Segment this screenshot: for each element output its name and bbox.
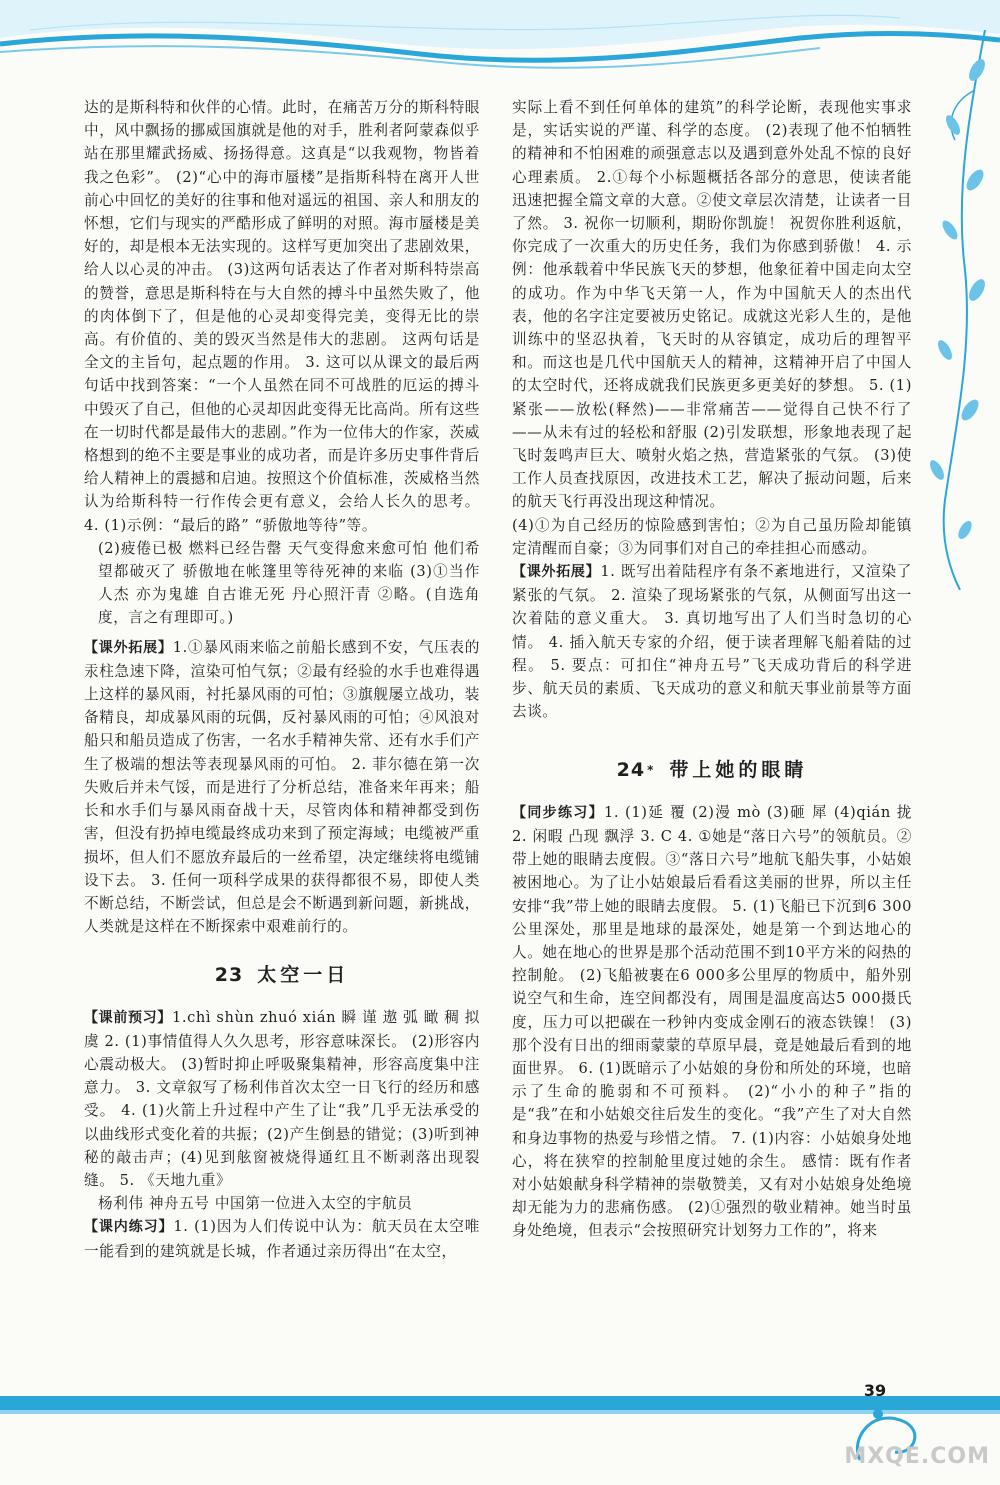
lesson-24-heading	[512, 759, 912, 782]
in-class-label: 【课内练习】	[84, 1219, 174, 1236]
preview-block	[84, 1006, 480, 1193]
preview-label: 【课前预习】	[84, 1009, 172, 1026]
in-class-block	[84, 1215, 480, 1262]
extension-text: 1. 既写出着陆程序有条不紊地进行，又渲染了紧张的气氛。 2. 渲染了现场紧张的气氛，从侧面写出这一次着陆的意义重大。 3. 真切地写出了人们当时急切的心情。 4. 插入航天专家的介绍，便于读者理解飞船着陆的过程。 5. 要点：可扣住“神舟五号”飞天成功背后的科学进步、航天员的素质、飞天成功的意义和航天事业前景等方面去谈。	[512, 563, 912, 721]
sync-practice-label: 【同步练习】	[512, 804, 604, 821]
watermark-text: MXQE.COM	[844, 1444, 990, 1469]
page-number: 39	[863, 1381, 887, 1400]
top-decorative-band	[0, 0, 1000, 95]
extension-label: 【课外拓展】	[512, 564, 601, 581]
in-class-text: 1. (1)因为人们传说中认为：航天员在太空唯一能看到的建筑就是长城，作者通过亲历得出“在太空，	[84, 1218, 480, 1260]
lesson-title: 带上她的眼睛	[669, 759, 808, 782]
extension-label: 【课外拓展】	[84, 639, 173, 656]
right-answer-paragraph: 实际上看不到任何单体的建筑”的科学论断，表现他实事求是，实话实说的严谨、科学的态度。 (2)表现了他不怕牺牲的精神和不怕困难的顽强意志以及遇到意外处乱不惊的良好心理素质。 2.①每个小标题概括各部分的意思，使读者能迅速把握全篇文章的大意。②使文章层次清楚，让读者一目了然。 3. 祝你一切顺利，期盼你凯旋！ 祝贺你胜利返航，你完成了一次重大的历史任务，我们为你感到骄傲！ 4. 示例：他承载着中华民族飞天的梦想，他象征着中国走向太空的成功。作为中华飞天第一人，作为中国航天人的杰出代表，他的名字注定要被历史铭记。成就这光彩人生的，是他训练中的坚忍执着，飞天时的从容镇定，成功后的理智平和。而这也是几代中国航天人的精神，这精神开启了中国人的太空时代，还将成就我们民族更多更美好的梦想。 5. (1)紧张——放松(释然)——非常痛苦——觉得自己快不行了——从未有过的轻松和舒服 (2)引发联想，形象地表现了起飞时轰鸣声巨大、喷射火焰之热，营造紧张的气氛。 (3)使工作人员查找原因，改进技术工艺，解决了振动问题，后来的航天飞行再没出现这种情况。	[512, 99, 912, 511]
preview-text-2: 杨利伟 神舟五号 中国第一位进入太空的宇航员	[98, 1195, 413, 1213]
preview-text: 1.chì shùn zhuó xián 瞬 谨 遨 弧 瞰 稠 拟 虞 2. (1)事情值得人久久思考，形容意味深长。 (2)形容内心震动极大。 (3)暂时抑止呼吸聚集精神，形容高度集中注意力。 3. 文章叙写了杨利伟首次太空一日飞行的经历和感受。 4. (1)火箭上升过程中产生了让“我”几乎无法承受的以曲线形式变化着的共振；(2)产生倒悬的错觉；(3)听到神秘的敲击声；(4)见到舷窗被烧得通红且不断剥落出现裂缝。 5. 《天地九重》	[84, 1008, 480, 1189]
vine-decoration	[915, 30, 1000, 590]
right-column	[512, 96, 912, 1243]
extension-text: 1.①暴风雨来临之前船长感到不安，气压表的汞柱急速下降，渲染可怕气氛；②最有经验的水手也难得遇上这样的暴风雨，衬托暴风雨的可怕；③旗舰屡立战功，装备精良，却成暴风雨的玩偶，反衬暴风雨的可怕；④风浪对船只和船员造成了伤害，一名水手精神失常、还有水手们产生了极端的想法等表现暴风雨的可怕。 2. 菲尔德在第一次失败后并未气馁，而是进行了分析总结，准备来年再来；船长和水手们与暴风雨奋战十天，尽管肉体和精神都受到伤害，但没有扔掉电缆最终成功来到了预定海域；电缆被严重损坏，但人们不愿放弃最后的一丝希望，决定继续将电缆铺设下去。 3. 任何一项科学成果的获得都很不易，即使人类不断总结，不断尝试，但总是会不断遇到新问题，新挑战，人类就是这样在不断探索中艰难前行的。	[84, 638, 480, 936]
lesson-number: 23	[214, 964, 244, 987]
sync-practice-block	[512, 801, 912, 1243]
right-extension-block	[512, 560, 912, 723]
lesson-23-heading	[84, 964, 480, 987]
left-column	[84, 96, 480, 1263]
left-answer-paragraph: 达的是斯科特和伙伴的心情。此时，在痛苦万分的斯科特眼中，风中飘扬的挪威国旗就是他的对手，胜利者阿蒙森似乎站在那里耀武扬威、扬扬得意。这真是“以我观物，物皆着我之色彩”。 (2)“心中的海市蜃楼”是指斯科特在离开人世前心中回忆的美好的往事和他对遥远的祖国、亲人和朋友的怀想，它们与现实的严酷形成了鲜明的对照。海市蜃楼是美好的，却是根本无法实现的。这样写更加突出了悲剧效果，给人以心灵的冲击。 (3)这两句话表达了作者对斯科特崇高的赞誉，意思是斯科特在与大自然的搏斗中虽然失败了，他的肉体倒下了，但是他的心灵却变得完美，变得无比的崇高。有价值的、美的毁灭当然是伟大的悲剧。 这两句话是全文的主旨句，起点题的作用。 3. 这可以从课文的最后两句话中找到答案：“一个人虽然在同不可战胜的厄运的搏斗中毁灭了自己，但他的心灵却因此变得无比高尚。所有这些在一切时代都是最伟大的悲剧。”作为一位伟大的作家，茨威格想到的绝不主要是事业的成功者，而是许多历史事件背后给人精神上的震撼和启迪。按照这个价值标准，茨威格当然认为给斯科特一行作传会更有意义，会给人长久的思考。 4. (1)示例：“最后的路” “骄傲地等待”等。	[84, 99, 480, 534]
optional-star-mark: *	[647, 763, 658, 778]
lesson-title: 太空一日	[257, 964, 350, 987]
sync-practice-text: 1. (1)延 覆 (2)漫 mò (3)砸 犀 (4)qián 拢 2. 闲暇 凸现 飘浮 3. C 4. ①她是“落日六号”的领航员。②带上她的眼睛去度假。③“落日六号”地航飞船失事，小姑娘被困地心。为了让小姑娘最后看看这美丽的世界，所以主任安排“我”带上她的眼睛去度假。 5. (1)飞船已下沉到6 300公里深处，那里是地球的最深处，她是第一个到达地心的人。她在地心的世界是那个活动范围不到10平方米的闷热的控制舱。 (2)飞船被裹在6 000多公里厚的物质中，船外别说空气和生命，连空间都没有，周围是温度高达5 000摄氏度，压力可以把碳在一秒钟内变成金刚石的液态铁镍！ (3)那个没有日出的细雨蒙蒙的草原早晨，竟是她最后看到的地面世界。 6. (1)既暗示了小姑娘的身份和所处的环境，也暗示了生命的脆弱和不可预料。 (2)“小小的种子”指的是“我”在和小姑娘交往后发生的变化。“我”产生了对大自然和身边事物的热爱与珍惜之情。 7. (1)内容：小姑娘身处地心，将在狭窄的控制舱里度过她的余生。 感情：既有作者对小姑娘献身科学精神的崇敬赞美，又有对小姑娘身处绝境却无能为力的悲痛伤感。 (2)①强烈的敬业精神。她当时虽身处绝境，但表示“会按照研究计划努力工作的”，将来	[512, 803, 913, 1240]
left-answer-paragraph-2: (2)疲倦已极 燃料已经告罄 天气变得愈来愈可怕 他们希望都破灭了 骄傲地在帐篷里等待死神的来临 (3)①当作人杰 亦为鬼雄 自古谁无死 丹心照汗青 ②略。(自选角度，言之有理即可。)	[98, 539, 480, 627]
right-answer-paragraph-2: (4)①为自己经历的惊险感到害怕；②为自己虽历险却能镇定清醒而自豪；③为同事们对自己的牵挂担心而感动。	[512, 516, 912, 557]
lesson-number: 24	[616, 759, 646, 782]
left-extension-block	[84, 636, 480, 939]
